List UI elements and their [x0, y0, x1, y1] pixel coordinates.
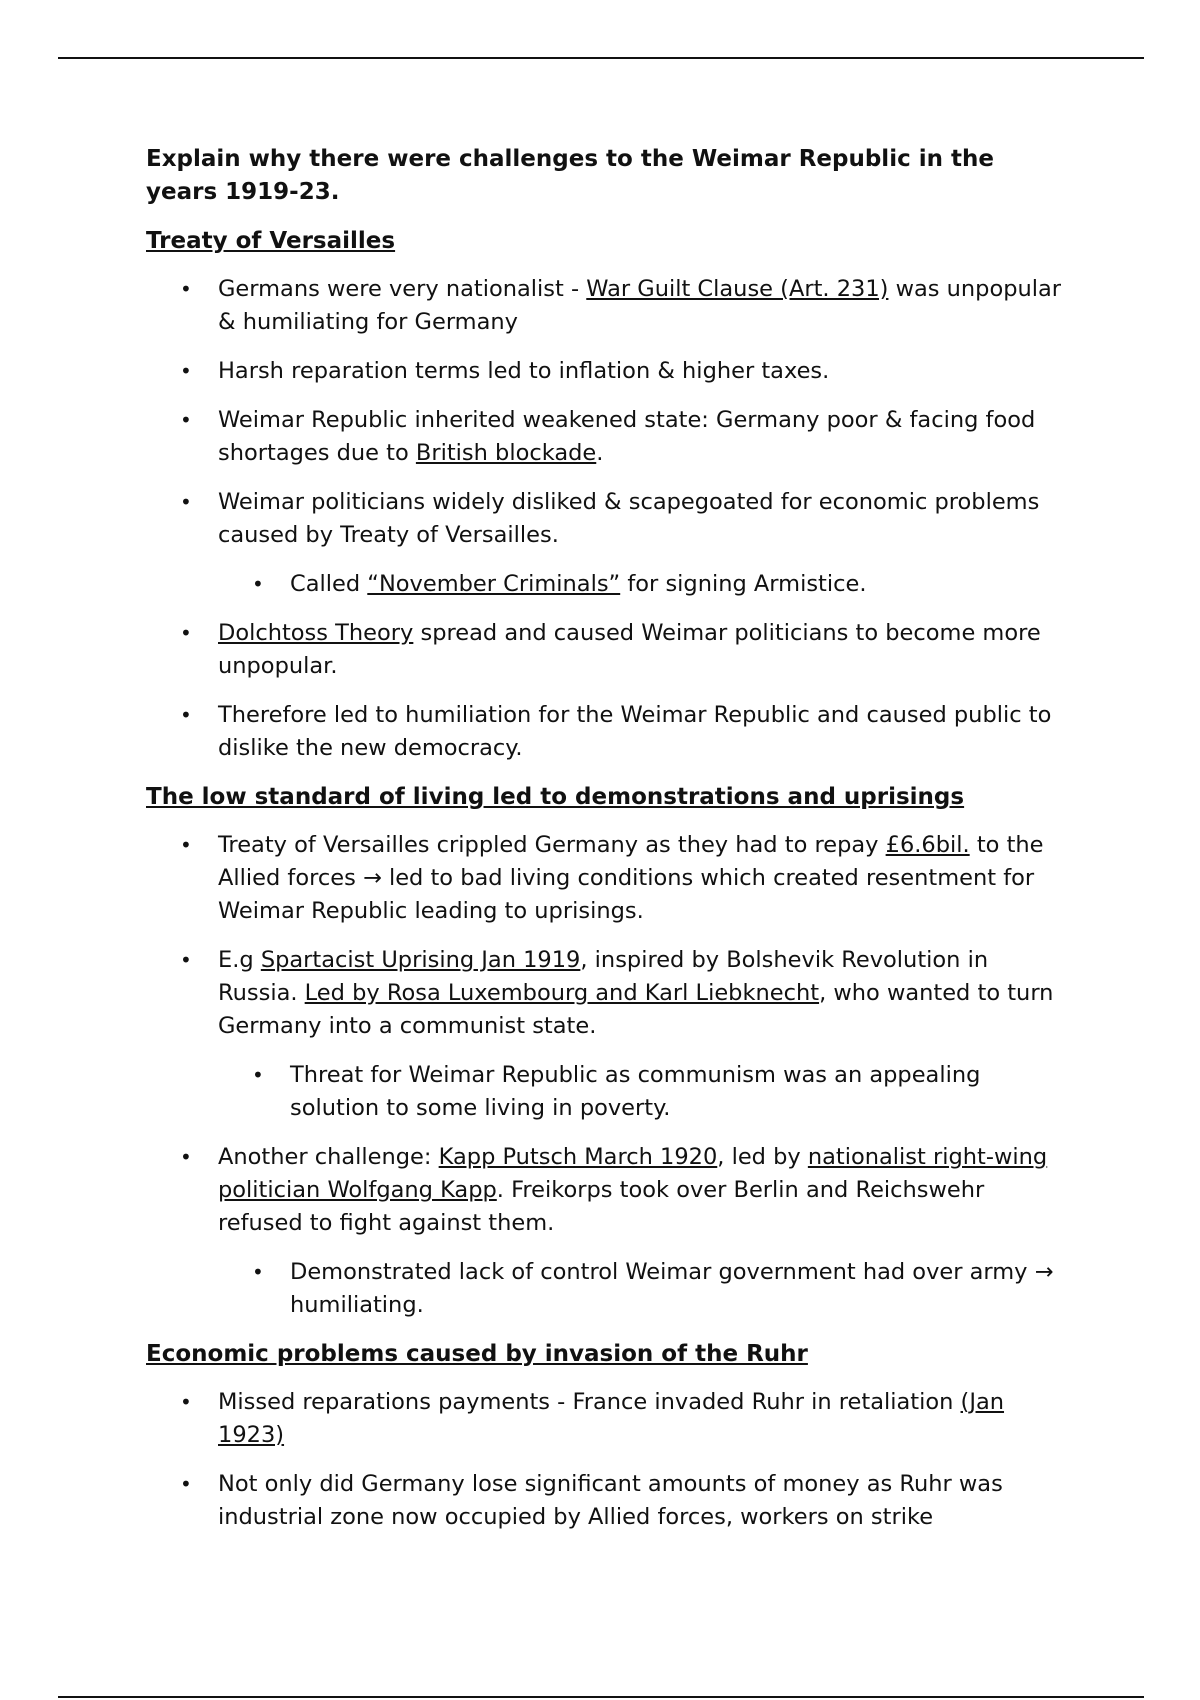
section-list-ruhr	[146, 1386, 1066, 1534]
list-item: • Dolchtoss Theory spread and caused Weimar politicians to become more unpopular.	[146, 617, 1066, 683]
underlined-term: War Guilt Clause (Art. 231)	[586, 276, 889, 302]
list-item: • E.g Spartacist Uprising Jan 1919, inspired by Bolshevik Revolution in Russia. Led by Rosa Luxembourg and Karl Liebknecht, who wanted to turn Germany into a communist state.	[146, 944, 1066, 1043]
sub-list-item: • Demonstrated lack of control Weimar government had over army → humiliating.	[146, 1256, 1066, 1322]
list-item: • Germans were very nationalist - War Guilt Clause (Art. 231) was unpopular & humiliating for Germany	[146, 273, 1066, 339]
header-rule	[58, 57, 1144, 59]
list-item: • Missed reparations payments - France invaded Ruhr in retaliation (Jan 1923)	[146, 1386, 1066, 1452]
underlined-term: Led by Rosa Luxembourg and Karl Liebknecht	[304, 980, 820, 1006]
underlined-term: Kapp Putsch March 1920	[438, 1144, 718, 1170]
list-item: • Harsh reparation terms led to inflation & higher taxes.	[146, 355, 1066, 388]
underlined-term: Dolchtoss Theory	[218, 620, 414, 646]
essay-question: Explain why there were challenges to the Weimar Republic in the years 1919-23.	[146, 146, 994, 205]
list-item: • Treaty of Versailles crippled Germany as they had to repay £6.6bil. to the Allied forces → led to bad living conditions which created resentment for Weimar Republic leading to uprisings.	[146, 829, 1066, 928]
list-item: • Weimar Republic inherited weakened state: Germany poor & facing food shortages due to British blockade.	[146, 404, 1066, 470]
list-item: • Not only did Germany lose significant amounts of money as Ruhr was industrial zone now occupied by Allied forces, workers on strike	[146, 1468, 1066, 1534]
list-item: • Therefore led to humiliation for the Weimar Republic and caused public to dislike the new democracy.	[146, 699, 1066, 765]
underlined-term: Spartacist Uprising Jan 1919	[260, 947, 581, 973]
sub-list-item: • Called “November Criminals” for signing Armistice.	[146, 568, 1066, 601]
section-heading-treaty: Treaty of Versailles	[146, 228, 396, 254]
section-heading-living-standard: The low standard of living led to demonstrations and uprisings	[146, 784, 965, 810]
section-heading-ruhr: Economic problems caused by invasion of the Ruhr	[146, 1341, 808, 1367]
section-list-living-standard	[146, 829, 1066, 1322]
footer-rule	[58, 1696, 1144, 1698]
underlined-term: £6.6bil.	[885, 832, 970, 858]
underlined-term: nationalist right-wing politician Wolfgang Kapp	[218, 1144, 1048, 1203]
section-list-treaty	[146, 273, 1066, 765]
list-item: • Weimar politicians widely disliked & scapegoated for economic problems caused by Treaty of Versailles.	[146, 486, 1066, 552]
sub-list-item: • Threat for Weimar Republic as communism was an appealing solution to some living in poverty.	[146, 1059, 1066, 1125]
document-body	[146, 143, 1066, 1550]
underlined-term: (Jan 1923)	[218, 1389, 1005, 1448]
underlined-term: British blockade	[415, 440, 597, 466]
underlined-term: “November Criminals”	[367, 571, 621, 597]
list-item: • Another challenge: Kapp Putsch March 1920, led by nationalist right-wing politician Wolfgang Kapp. Freikorps took over Berlin and Reichswehr refused to fight against them.	[146, 1141, 1066, 1240]
